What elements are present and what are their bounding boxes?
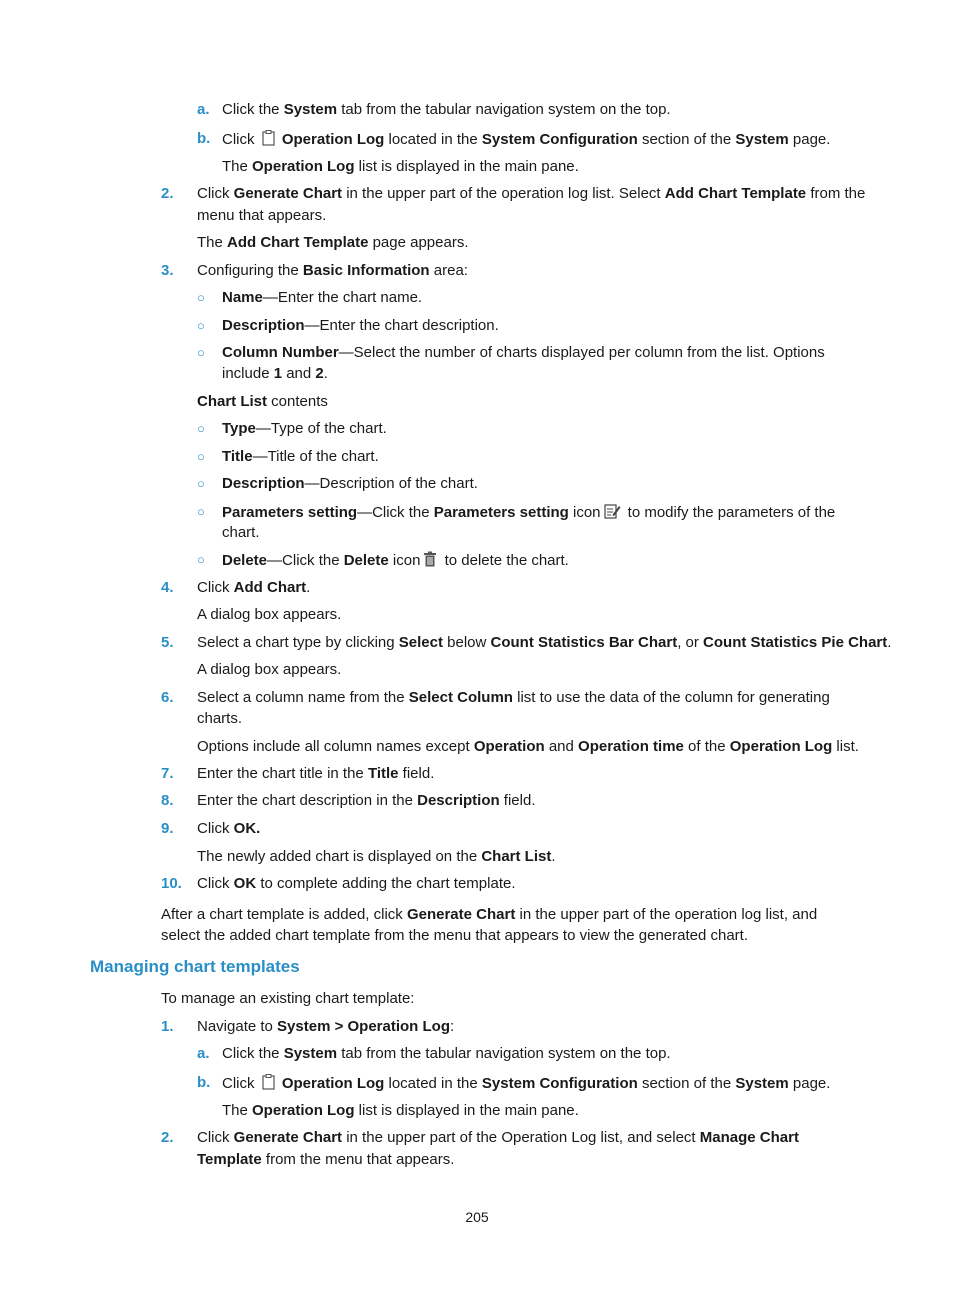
step-8-number: 8.	[161, 792, 174, 809]
basic-info-name: Name—Enter the chart name.	[222, 289, 423, 306]
step-1-number: 1.	[161, 1018, 174, 1035]
clipboard-icon	[262, 1074, 275, 1095]
substep-b-note: The Operation Log list is displayed in the main pane.	[222, 1102, 579, 1119]
chart-list-type: Type—Type of the chart.	[222, 420, 387, 437]
edit-icon	[604, 503, 621, 524]
substep-b-text: Click Operation Log located in the System Configuration section of the System page.	[222, 130, 830, 151]
step-10-number: 10.	[161, 875, 182, 892]
clipboard-icon	[262, 130, 275, 151]
chart-list-parameters-line2: chart.	[222, 524, 260, 541]
step-6-line1: Select a column name from the Select Column list to use the data of the column for generating	[197, 689, 830, 706]
step-6-number: 6.	[161, 689, 174, 706]
bullet: ○	[197, 552, 205, 567]
step-4-note: A dialog box appears.	[197, 606, 342, 623]
substep-a-text: Click the System tab from the tabular navigation system on the top.	[222, 1045, 671, 1062]
step-9-text: Click OK.	[197, 820, 261, 837]
step-8-text: Enter the chart description in the Description field.	[197, 792, 536, 809]
bullet: ○	[197, 504, 205, 519]
bullet: ○	[197, 290, 205, 305]
substep-marker-b: b.	[197, 1074, 211, 1091]
basic-info-description: Description—Enter the chart description.	[222, 317, 499, 334]
step-5-text: Select a chart type by clicking Select below Count Statistics Bar Chart, or Count Statistics Pie Chart.	[197, 634, 892, 651]
bullet: ○	[197, 449, 205, 464]
step-2-number: 2.	[161, 1129, 174, 1146]
step-2-number: 2.	[161, 185, 174, 202]
substep-b-note: The Operation Log list is displayed in the main pane.	[222, 158, 579, 175]
basic-info-column-number-line1: Column Number—Select the number of charts displayed per column from the list. Options	[222, 344, 825, 361]
step-10-text: Click OK to complete adding the chart template.	[197, 875, 516, 892]
step-6-line2: charts.	[197, 710, 243, 727]
step-9-number: 9.	[161, 820, 174, 837]
step-2-line1: Click Generate Chart in the upper part of the Operation Log list, and select Manage Chart	[197, 1129, 799, 1146]
step-2-line1: Click Generate Chart in the upper part of the operation log list. Select Add Chart Template from the	[197, 185, 866, 202]
substep-a-text: Click the System tab from the tabular navigation system on the top.	[222, 101, 671, 118]
step-4-number: 4.	[161, 579, 174, 596]
step-3-number: 3.	[161, 262, 174, 279]
substep-marker-b: b.	[197, 130, 211, 147]
section-heading: Managing chart templates	[90, 957, 300, 976]
chart-list-description: Description—Description of the chart.	[222, 475, 478, 492]
substep-b-text: Click Operation Log located in the System Configuration section of the System page.	[222, 1074, 830, 1095]
step-1-text: Navigate to System > Operation Log:	[197, 1018, 455, 1035]
step-4-text: Click Add Chart.	[197, 579, 311, 596]
bullet: ○	[197, 476, 205, 491]
chart-list-heading: Chart List contents	[197, 393, 328, 410]
step-7-text: Enter the chart title in the Title field.	[197, 765, 435, 782]
chart-list-title: Title—Title of the chart.	[222, 448, 379, 465]
step-9-note: The newly added chart is displayed on the Chart List.	[197, 848, 556, 865]
substep-marker-a: a.	[197, 1045, 210, 1062]
step-5-number: 5.	[161, 634, 174, 651]
substep-marker-a: a.	[197, 101, 210, 118]
step-7-number: 7.	[161, 765, 174, 782]
step-5-note: A dialog box appears.	[197, 661, 342, 678]
step-6-note: Options include all column names except Operation and Operation time of the Operation Log list.	[197, 738, 859, 755]
section-intro: To manage an existing chart template:	[161, 990, 415, 1007]
step-3-text: Configuring the Basic Information area:	[197, 262, 468, 279]
basic-info-column-number-line2: include 1 and 2.	[222, 365, 328, 382]
page-number: 205	[465, 1209, 489, 1225]
step-2-line2: Template from the menu that appears.	[197, 1151, 455, 1168]
after-paragraph-line1: After a chart template is added, click Generate Chart in the upper part of the operation log list, and	[161, 906, 818, 923]
chart-list-delete: Delete—Click the Delete icon to delete the chart.	[222, 551, 569, 572]
step-2-note: The Add Chart Template page appears.	[197, 234, 469, 251]
bullet: ○	[197, 318, 205, 333]
step-2-line2: menu that appears.	[197, 207, 327, 224]
chart-list-parameters-line1: Parameters setting—Click the Parameters setting icon to modify the parameters of the	[222, 503, 835, 524]
after-paragraph-line2: select the added chart template from the menu that appears to view the generated chart.	[161, 927, 749, 944]
bullet: ○	[197, 345, 205, 360]
bullet: ○	[197, 421, 205, 436]
trash-icon	[423, 551, 437, 572]
